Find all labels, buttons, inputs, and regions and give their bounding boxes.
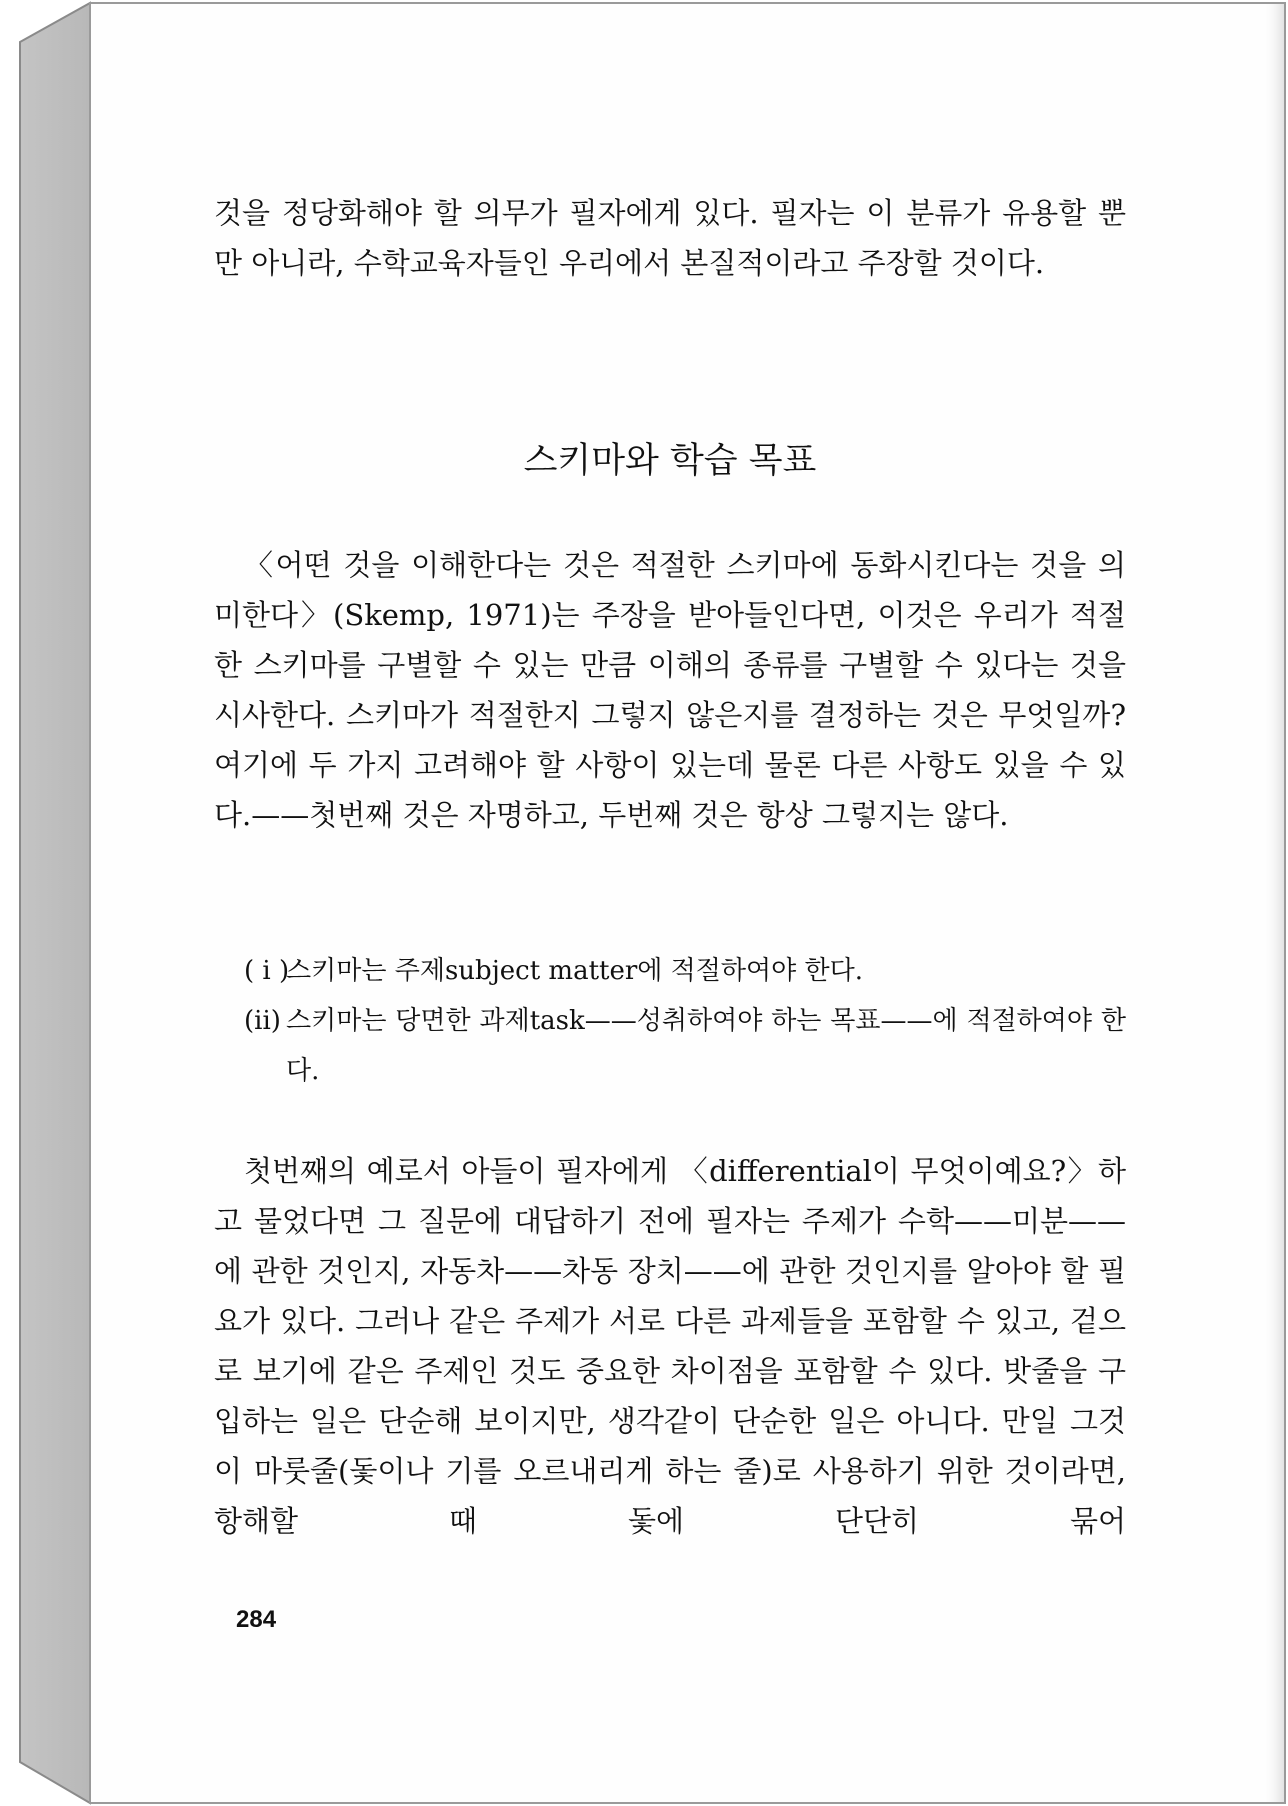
page-number: 284 [236,1606,277,1633]
paragraph-intro: 것을 정당화해야 할 의무가 필자에게 있다. 필자는 이 분류가 유용할 뿐만 아니라, 수학교육자들인 우리에서 본질적이라고 주장할 것이다. [214,196,1126,280]
paragraph-example: 첫번째의 예로서 아들이 필자에게 〈differential이 무엇이예요?〉하고 물었다면 그 질문에 대답하기 전에 필자는 주제가 수학——미분——에 관한 것인지, 자동차——차동 장치——에 관한 것인지를 알아야 할 필요가 있다. 그러나 같은 주제가 서로 다른 과제들을 포함할 수 있고, 겉으로 보기에 같은 주제인 것도 중요한 차이점을 포함할 수 있다. 밧줄을 구입하는 일은 단순해 보이지만, 생각같이 단순한 일은 아니다. 만일 그것이 마룻줄(돛이나 기를 오르내리게 하는 줄)로 사용하기 위한 것이라면, 항해할 때 돛에 단단히 묶어 [214,1154,1126,1538]
section-heading: 스키마와 학습 목표 [523,441,817,481]
list-marker: ( i ) [244,956,290,986]
criteria-item [244,996,1126,1096]
page-right-shadow [1262,4,1284,1802]
criteria-item [244,946,1126,996]
book-spine [20,3,90,1803]
paragraph-schema: 〈어떤 것을 이해한다는 것은 적절한 스키마에 동화시킨다는 것을 의미한다〉(Skemp, 1971)는 주장을 받아들인다면, 이것은 우리가 적절한 스키마를 구별할 수 있는 만큼 이해의 종류를 구별할 수 있다는 것을 시사한다. 스키마가 적절한지 그렇지 않은지를 결정하는 것은 무엇일까? 여기에 두 가지 고려해야 할 사항이 있는데 물론 다른 사항도 있을 수 있다.——첫번째 것은 자명하고, 두번째 것은 항상 그렇지는 않다. [214,548,1126,832]
list-marker: (ii) [244,1006,281,1036]
list-item-text: 스키마는 당면한 과제task——성취하여야 하는 목표——에 적절하여야 한다. [286,1006,1126,1086]
list-item-text: 스키마는 주제subject matter에 적절하여야 한다. [286,956,864,986]
criteria-list [244,946,1126,1096]
